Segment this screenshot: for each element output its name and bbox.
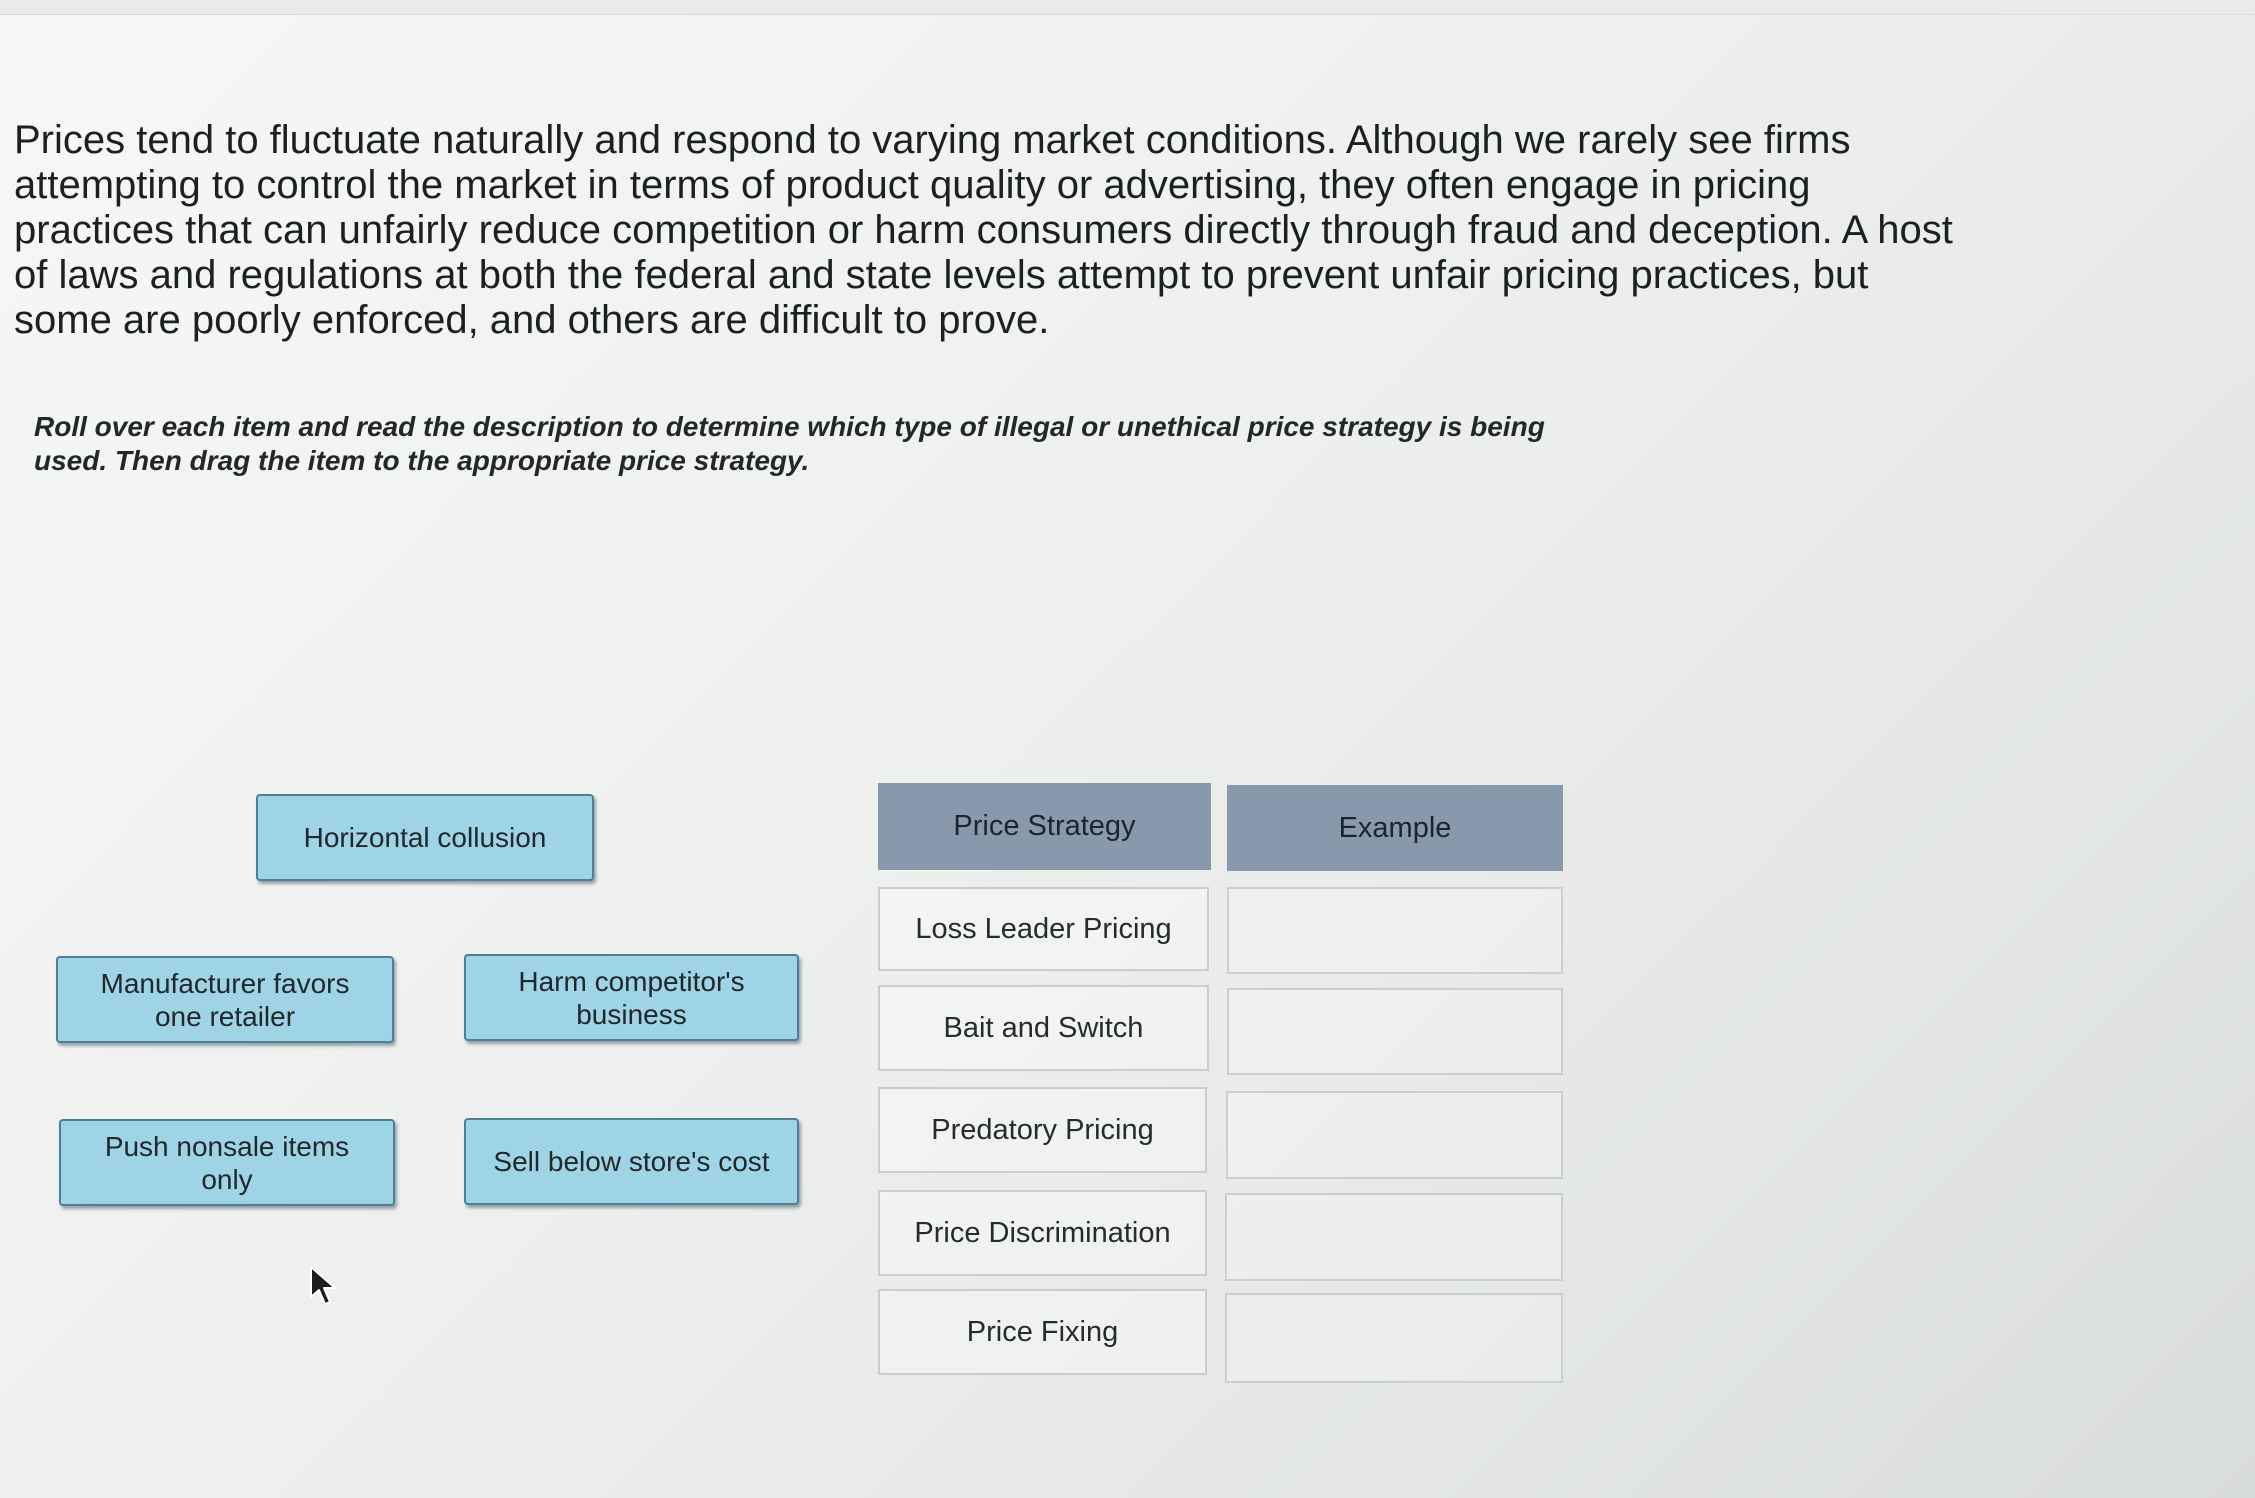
drag-item-harm-competitors-business[interactable] xyxy=(464,954,799,1041)
header-label: Example xyxy=(1338,811,1452,844)
example-drop-zone-predatory-pricing[interactable] xyxy=(1226,1091,1563,1179)
drag-item-horizontal-collusion[interactable] xyxy=(256,794,594,881)
strategy-cell-predatory-pricing xyxy=(878,1087,1207,1173)
table-header-price-strategy xyxy=(878,783,1211,870)
example-drop-zone-bait-and-switch[interactable] xyxy=(1227,988,1563,1075)
example-drop-zone-loss-leader-pricing[interactable] xyxy=(1227,887,1563,974)
drag-item-manufacturer-favors-one-retailer[interactable] xyxy=(56,956,394,1043)
example-drop-zone-price-fixing[interactable] xyxy=(1225,1293,1563,1383)
mouse-pointer-icon xyxy=(309,1265,339,1309)
top-strip xyxy=(0,0,2255,15)
strategy-label: Bait and Switch xyxy=(943,1011,1144,1044)
instructions-text: Roll over each item and read the description to determine which type of illegal or unethical price strategy is being used. Then drag the item to the appropriate price strategy. xyxy=(34,411,1545,476)
strategy-label: Predatory Pricing xyxy=(931,1113,1154,1146)
drag-item-sell-below-stores-cost[interactable] xyxy=(464,1118,799,1205)
intro-paragraph: Prices tend to fluctuate naturally and respond to varying market conditions. Although we rarely see firms attempting to control the market in terms of product quality or advertising, they often engage in pricing practices that can unfairly reduce competition or harm consumers directly through fraud and deception. A host of laws and regulations at both the federal and state levels attempt to prevent unfair pricing practices, but some are poorly enforced, and others are difficult to prove. xyxy=(14,118,1953,342)
drag-item-label: Harm competitor's business xyxy=(518,965,745,1030)
drag-item-label: Manufacturer favors one retailer xyxy=(100,967,350,1032)
strategy-label: Loss Leader Pricing xyxy=(915,912,1172,945)
example-drop-zone-price-discrimination[interactable] xyxy=(1225,1193,1563,1281)
strategy-cell-loss-leader-pricing xyxy=(878,887,1209,971)
table-header-example xyxy=(1227,785,1563,871)
strategy-label: Price Discrimination xyxy=(914,1216,1171,1249)
drag-item-label: Horizontal collusion xyxy=(303,822,547,853)
strategy-cell-bait-and-switch xyxy=(878,985,1209,1071)
drag-item-label: Sell below store's cost xyxy=(493,1146,770,1177)
drag-item-push-nonsale-items-only[interactable] xyxy=(59,1119,395,1206)
strategy-cell-price-fixing xyxy=(878,1289,1207,1375)
strategy-label: Price Fixing xyxy=(966,1315,1119,1348)
drag-item-label: Push nonsale items only xyxy=(104,1130,350,1195)
strategy-cell-price-discrimination xyxy=(878,1190,1207,1276)
header-label: Price Strategy xyxy=(953,810,1136,842)
